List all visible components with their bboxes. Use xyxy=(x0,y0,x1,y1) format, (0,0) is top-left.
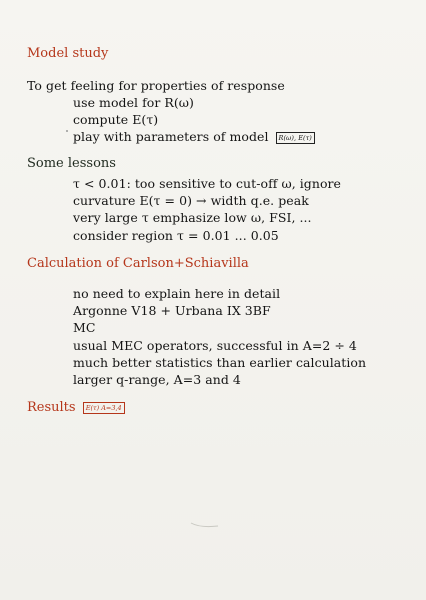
lesson-item-3: very large τ emphasize low ω, FSI, ... xyxy=(73,210,312,225)
lesson-item-4: consider region τ = 0.01 ... 0.05 xyxy=(73,228,279,243)
calc-item-3: MC xyxy=(73,320,96,335)
results-row xyxy=(27,400,125,415)
lesson-item-1: τ < 0.01: too sensitive to cut-off ω, ignore xyxy=(73,176,341,191)
calc-item-6: larger q-range, A=3 and 4 xyxy=(73,372,241,387)
lessons-heading: Some lessons xyxy=(27,156,116,171)
calc-item-1: no need to explain here in detail xyxy=(73,286,281,301)
model-item-3 xyxy=(73,129,315,144)
model-item-1: use model for R(ω) xyxy=(73,95,194,110)
model-item-3-text: play with parameters of model xyxy=(73,129,269,144)
lesson-item-2: curvature E(τ = 0) → width q.e. peak xyxy=(73,193,309,208)
model-study-intro: To get feeling for properties of response xyxy=(27,78,285,93)
calculation-heading: Calculation of Carlson+Schiavilla xyxy=(27,256,249,271)
paper-crease-mark xyxy=(190,520,220,530)
calc-item-4: usual MEC operators, successful in A=2 ÷ 4 xyxy=(73,338,357,353)
results-heading: Results xyxy=(27,400,76,415)
model-study-heading: Model study xyxy=(27,46,109,61)
ink-speck xyxy=(66,130,68,132)
calc-item-2: Argonne V18 + Urbana IX 3BF xyxy=(73,303,271,318)
results-link-button[interactable]: E(τ) A=3,4 xyxy=(83,402,125,414)
model-item-2: compute E(τ) xyxy=(73,112,159,127)
model-link-button[interactable]: R(ω), E(τ) xyxy=(276,132,315,144)
calc-item-5: much better statistics than earlier calculation xyxy=(73,355,367,370)
